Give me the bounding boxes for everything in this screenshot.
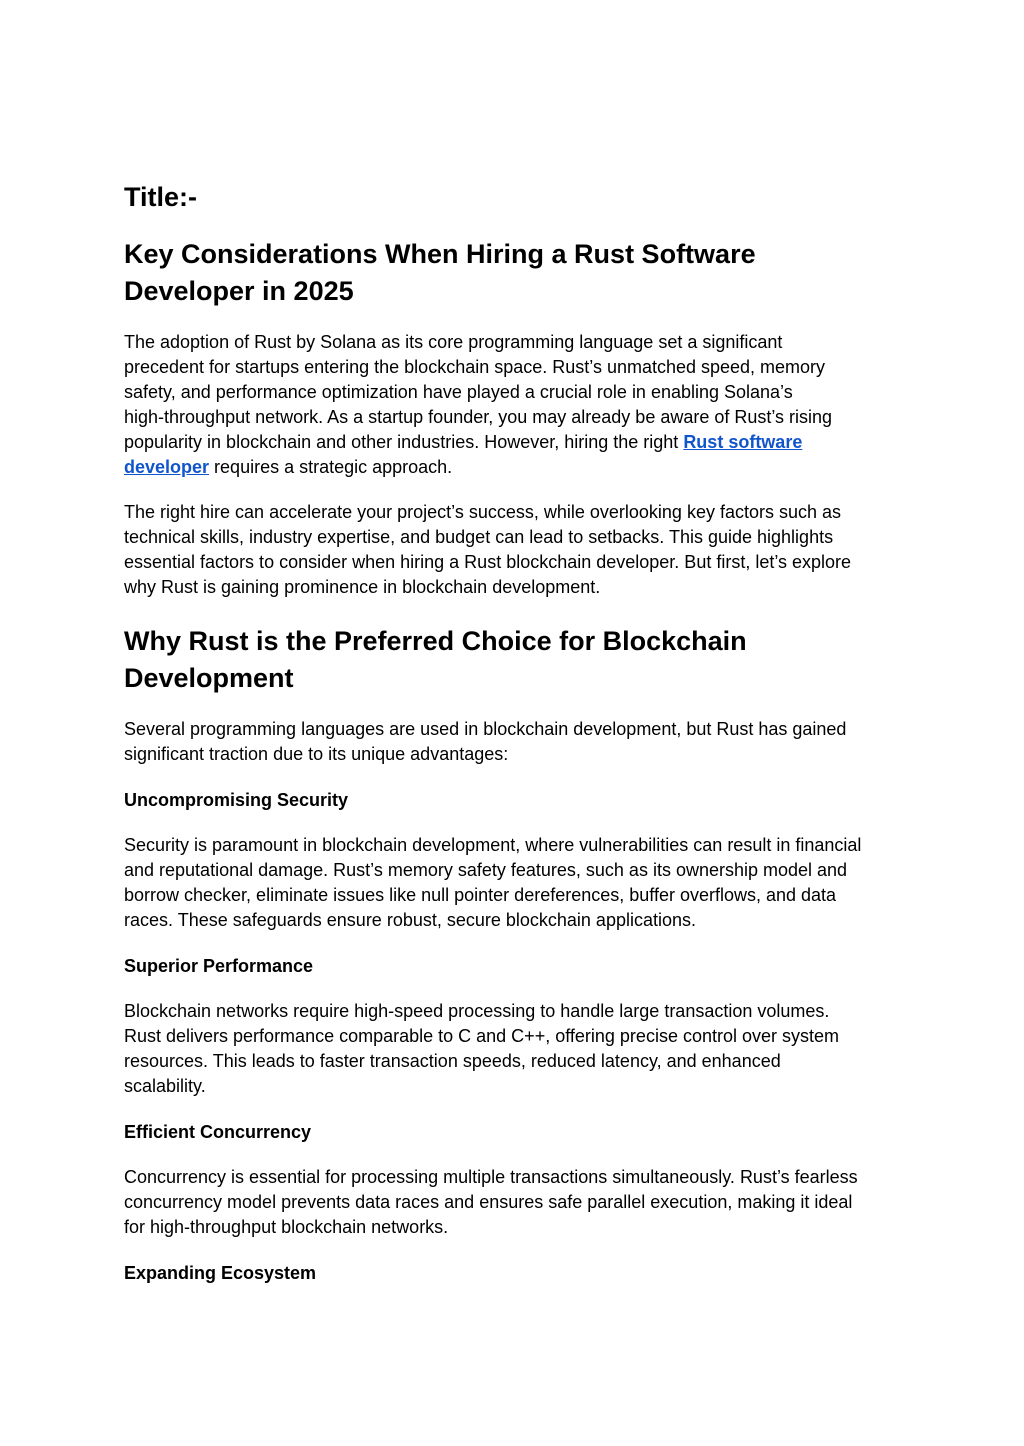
paragraph-text: popularity in blockchain and other industries. However, hiring the right xyxy=(124,432,684,452)
subsection-body-concurrency xyxy=(124,1165,858,1240)
subsection-heading-concurrency: Efficient Concurrency xyxy=(124,1122,312,1142)
section-heading-line: Development xyxy=(124,663,294,693)
section-intro xyxy=(124,717,846,767)
paragraph-line: resources. This leads to faster transaction speeds, reduced latency, and enhanced xyxy=(124,1051,781,1071)
paragraph-line: and reputational damage. Rust’s memory safety features, such as its ownership model and xyxy=(124,860,848,880)
paragraph-line: The right hire can accelerate your project’s success, while overlooking key factors such as xyxy=(124,502,842,522)
main-heading-line: Key Considerations When Hiring a Rust Software xyxy=(124,239,756,269)
paragraph-line: technical skills, industry expertise, and budget can lead to setbacks. This guide highlights xyxy=(124,527,834,547)
paragraph-line: Rust delivers performance comparable to C and C++, offering precise control over system xyxy=(124,1026,839,1046)
intro-paragraph xyxy=(124,330,832,480)
paragraph-text: requires a strategic approach. xyxy=(209,457,453,477)
paragraph-line xyxy=(124,430,832,455)
paragraph-line: high-throughput network. As a startup founder, you may already be aware of Rust’s rising xyxy=(124,407,833,427)
second-paragraph xyxy=(124,500,851,600)
paragraph-line xyxy=(124,455,832,480)
paragraph-line: Concurrency is essential for processing multiple transactions simultaneously. Rust’s fearless xyxy=(124,1167,858,1187)
subsection-heading-performance: Superior Performance xyxy=(124,956,314,976)
subsection-body-performance xyxy=(124,999,839,1099)
paragraph-line: significant traction due to its unique advantages: xyxy=(124,744,509,764)
subsection-body-security xyxy=(124,833,861,933)
paragraph-line: Blockchain networks require high-speed processing to handle large transaction volumes. xyxy=(124,1001,830,1021)
rust-software-developer-link[interactable]: Rust software xyxy=(683,432,803,452)
paragraph-line: scalability. xyxy=(124,1076,206,1096)
title-label: Title:- xyxy=(124,182,197,212)
paragraph-line: precedent for startups entering the blockchain space. Rust’s unmatched speed, memory xyxy=(124,357,826,377)
paragraph-line: for high-throughput blockchain networks. xyxy=(124,1217,449,1237)
paragraph-line: borrow checker, eliminate issues like null pointer dereferences, buffer overflows, and data xyxy=(124,885,837,905)
subsection-heading-ecosystem: Expanding Ecosystem xyxy=(124,1263,317,1283)
paragraph-line: essential factors to consider when hiring a Rust blockchain developer. But first, let’s explore xyxy=(124,552,852,572)
paragraph-line: Security is paramount in blockchain development, where vulnerabilities can result in financial xyxy=(124,835,862,855)
main-heading-line: Developer in 2025 xyxy=(124,276,354,306)
paragraph-line: The adoption of Rust by Solana as its core programming language set a significant xyxy=(124,332,783,352)
section-heading xyxy=(124,623,747,697)
paragraph-line: why Rust is gaining prominence in blockchain development. xyxy=(124,577,601,597)
paragraph-line: safety, and performance optimization have played a crucial role in enabling Solana’s xyxy=(124,382,793,402)
paragraph-line: Several programming languages are used in blockchain development, but Rust has gained xyxy=(124,719,847,739)
paragraph-line: races. These safeguards ensure robust, secure blockchain applications. xyxy=(124,910,696,930)
paragraph-line: concurrency model prevents data races and ensures safe parallel execution, making it ideal xyxy=(124,1192,853,1212)
main-heading xyxy=(124,236,756,310)
rust-software-developer-link-continued[interactable]: developer xyxy=(124,457,210,477)
section-heading-line: Why Rust is the Preferred Choice for Blockchain xyxy=(124,626,747,656)
subsection-heading-security: Uncompromising Security xyxy=(124,790,349,810)
